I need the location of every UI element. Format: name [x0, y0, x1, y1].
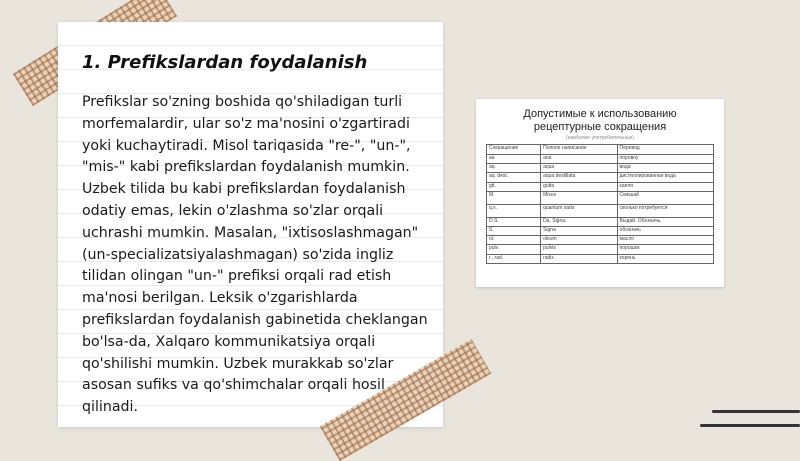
- table-cell: gtt.: [487, 182, 541, 191]
- table-cell: сколько потребуется: [617, 204, 713, 217]
- table-cell: M.: [487, 191, 541, 204]
- column-header-full-form: Полное написание: [541, 145, 617, 155]
- table-row: [487, 204, 714, 217]
- table-cell: масло: [617, 236, 713, 245]
- table-cell: quantum satis: [541, 204, 617, 217]
- table-cell: дистиллированная вода: [617, 173, 713, 182]
- column-header-translation: Перевод: [617, 145, 713, 155]
- table-cell: gutta: [541, 182, 617, 191]
- table-cell: pulv.: [487, 245, 541, 254]
- table-row: [487, 217, 714, 226]
- table-cell: aq. dest.: [487, 173, 541, 182]
- abbreviations-table-image: [476, 99, 724, 287]
- table-row: [487, 182, 714, 191]
- table-cell: Misce: [541, 191, 617, 204]
- table-subtitle: (наиболее употребительные): [566, 135, 634, 141]
- table-cell: aq.: [487, 164, 541, 173]
- body-paragraph: Prefikslar so'zning boshida qo'shiladigan turli morfemalardir, ular so'z ma'nosini o'zgartiradi yoki kuchaytiradi. Misol tariqasida "re-", "un-", "mis-" kabi prefikslardan foydalanish mumkin. Uzbek tilida bu kabi prefikslardan foydalanish odatiy emas, lekin o'zlashma so'zlar orqali uchrashi mumkin. Masalan, "ixtisoslashmagan" (un-specializatsiyalashmagan) so'zida ingliz tilidan olingan "un-" prefiksi orqali rad etish ma'nosi berilgan. Leksik o'zgarishlarda prefikslardan foydalanish gabinetida cheklangan bo'lsa-da, Xalqaro kommunikatsiya orqali qo'shilishi mumkin. Uzbek murakkab so'zlar asosan sufiks va qo'shimchalar orqali hosil qilinadi.: [82, 94, 428, 416]
- table-cell: ana: [541, 155, 617, 164]
- table-row: [487, 173, 714, 182]
- table-title-line-1: Допустимые к использованию: [523, 108, 677, 120]
- decorative-line-2: [700, 424, 800, 427]
- table-row: [487, 226, 714, 235]
- table-title-line-2: рецептурные сокращения: [533, 121, 667, 133]
- column-header-abbreviation: Сокращение: [487, 145, 541, 155]
- table-cell: Смешай: [617, 191, 713, 204]
- table-cell: Da. Signa.: [541, 217, 617, 226]
- table-cell: корень: [617, 254, 713, 263]
- table-cell: Signa: [541, 226, 617, 235]
- table-row: [487, 254, 714, 263]
- table-row: [487, 191, 714, 204]
- table-cell: обозначь: [617, 226, 713, 235]
- table-row: [487, 245, 714, 254]
- table-cell: D.S.: [487, 217, 541, 226]
- table-cell: порошок: [617, 245, 713, 254]
- table-cell: aqua destillata: [541, 173, 617, 182]
- table-cell: вода: [617, 164, 713, 173]
- abbreviations-table: [486, 144, 714, 264]
- table-cell: pulvis: [541, 245, 617, 254]
- table-cell: поровну: [617, 155, 713, 164]
- table-cell: Выдай. Обозначь.: [617, 217, 713, 226]
- table-cell: aqua: [541, 164, 617, 173]
- table-cell: r., rad.: [487, 254, 541, 263]
- table-row: [487, 236, 714, 245]
- table-cell: oleum: [541, 236, 617, 245]
- decorative-line-1: [712, 410, 800, 413]
- table-cell: капля: [617, 182, 713, 191]
- table-cell: S.: [487, 226, 541, 235]
- table-cell: aa: [487, 155, 541, 164]
- table-row: [487, 155, 714, 164]
- table-cell: radix: [541, 254, 617, 263]
- section-heading: 1. Prefikslardan foydalanish: [82, 52, 368, 73]
- table-header-row: [487, 145, 714, 155]
- table-cell: q.s.: [487, 204, 541, 217]
- table-cell: ol.: [487, 236, 541, 245]
- table-row: [487, 164, 714, 173]
- table-title: [476, 108, 724, 134]
